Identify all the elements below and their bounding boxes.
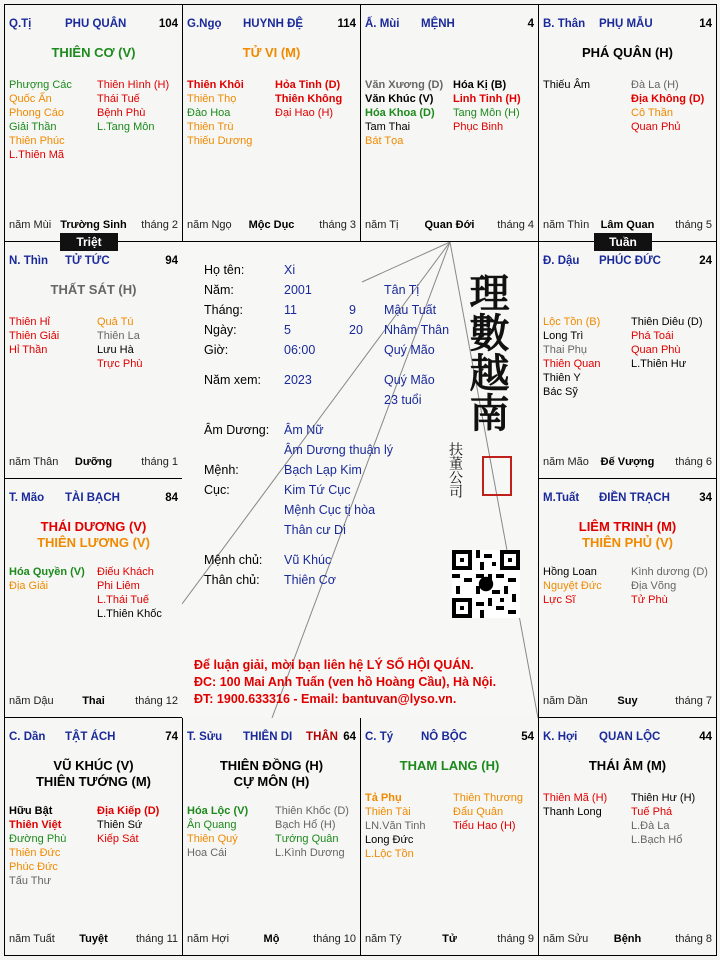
minor-stars-left [187, 78, 273, 148]
palace-header [9, 731, 178, 745]
palace-tu-tuc [4, 241, 183, 479]
minor-star[interactable]: Hóa Lộc (V) [187, 805, 249, 817]
minor-star[interactable]: Thiên Việt [9, 819, 62, 831]
palace-name[interactable]: HUYNH ĐỆ [243, 18, 304, 30]
menh-label: Mệnh: [204, 463, 239, 477]
qr-code[interactable] [452, 550, 520, 618]
minor-stars-left [9, 565, 95, 593]
palace-footer [187, 219, 356, 233]
minor-star[interactable]: Thiếu Dương [187, 135, 253, 147]
minor-star[interactable]: Hóa Khoa (D) [365, 107, 435, 119]
minor-stars-right [631, 78, 717, 134]
cuc-label: Cục: [204, 483, 230, 497]
center-info-panel [182, 242, 538, 718]
palace-name[interactable]: TẬT ÁCH [65, 731, 116, 743]
main-star[interactable]: THIÊN CƠ (V) [51, 45, 136, 60]
minor-stars-right [631, 791, 717, 847]
minor-stars-right [453, 791, 539, 833]
minor-stars-left [9, 78, 95, 162]
palace-age-number: 14 [699, 18, 712, 30]
minor-star[interactable]: L.Kình Dương [275, 847, 345, 859]
menh-chu-label: Mệnh chủ: [204, 553, 263, 567]
footer-stage: Mộc Dục [248, 219, 295, 231]
minor-star[interactable]: L.Thiên Hư [631, 358, 687, 370]
minor-star[interactable]: Thiên Đức [9, 847, 61, 859]
palace-quan-loc [538, 717, 717, 956]
minor-star[interactable]: Nguyệt Đức [543, 580, 602, 592]
minor-star[interactable]: Giải Thần [9, 121, 57, 133]
minor-star[interactable]: Thiên Giải [9, 330, 60, 342]
palace-header [187, 731, 356, 745]
minor-star[interactable]: Lưu Hà [97, 344, 134, 356]
than-marker: THÂN [306, 731, 338, 743]
palace-phuc-duc [538, 241, 717, 479]
minor-star[interactable]: L.Bạch Hổ [631, 834, 683, 846]
palace-footer [9, 219, 178, 233]
footer-year: năm Sửu [543, 933, 589, 945]
minor-star[interactable]: Bát Tọa [365, 135, 404, 147]
main-star[interactable]: THIÊN LƯƠNG (V) [37, 535, 150, 550]
hour-value: 06:00 [284, 343, 316, 357]
main-star[interactable]: THẤT SÁT (H) [50, 282, 137, 297]
minor-star[interactable]: Quốc Ấn [9, 93, 52, 105]
minor-star[interactable]: Thanh Long [543, 806, 602, 818]
main-star[interactable]: LIÊM TRINH (M) [578, 519, 677, 534]
day-lunar: 20 [349, 323, 363, 337]
minor-star[interactable]: Phi Liêm [97, 580, 140, 592]
palace-branch: T. Mão [9, 492, 45, 504]
year-label: Năm: [204, 283, 234, 297]
minor-stars-right [97, 565, 183, 621]
minor-star[interactable]: Long Đức [365, 834, 414, 846]
minor-star[interactable]: Tam Thai [365, 121, 411, 133]
day-can-chi: Nhâm Thân [384, 323, 450, 337]
palace-name[interactable]: PHỤ MẪU [599, 18, 653, 30]
palace-age-number: 4 [527, 18, 534, 30]
footer-year: năm Mão [543, 456, 589, 468]
minor-star[interactable]: Thiên Quý [187, 833, 238, 845]
minor-star[interactable]: L.Thiên Khốc [97, 608, 162, 620]
minor-star[interactable]: Phượng Các [9, 79, 72, 91]
than-position: Thân cư Di [284, 523, 346, 537]
palace-branch: C. Dần [9, 731, 46, 743]
contact-line-1: Để luận giải, mời bạn liên hệ LÝ SỐ HỘI QUÁN. [194, 658, 474, 672]
footer-stage: Bệnh [613, 933, 642, 945]
main-stars [539, 519, 716, 551]
minor-stars-right [631, 315, 717, 371]
main-star[interactable]: THIÊN ĐỒNG (H) [219, 758, 324, 773]
palace-branch: B. Thân [543, 18, 586, 30]
palace-age-number: 104 [158, 18, 178, 30]
hour-label: Giờ: [204, 343, 229, 357]
palace-header [543, 492, 712, 506]
footer-stage: Mộ [263, 933, 280, 945]
palace-thien-di [182, 717, 361, 956]
minor-star[interactable]: Thiên Diêu (D) [631, 316, 703, 328]
minor-star[interactable]: Linh Tinh (H) [453, 93, 521, 105]
minor-stars-left [543, 315, 629, 399]
palace-header [543, 18, 712, 32]
palace-header [9, 255, 178, 269]
minor-stars-left [9, 804, 95, 888]
palace-header [543, 255, 712, 269]
minor-star[interactable]: Hóa Quyền (V) [9, 566, 85, 578]
cuc-value: Kim Tứ Cục [284, 483, 351, 497]
minor-star[interactable]: Thiên Thọ [187, 93, 237, 105]
minor-star[interactable]: Thiên Hư (H) [631, 792, 696, 804]
minor-star[interactable]: LN.Văn Tinh [365, 820, 426, 832]
minor-stars-left [9, 315, 95, 357]
footer-month: tháng 2 [141, 219, 178, 231]
minor-star[interactable]: Ân Quang [187, 819, 237, 831]
palace-branch: N. Thìn [9, 255, 48, 267]
minor-star[interactable]: Đẩu Quân [453, 806, 504, 818]
palace-phu-mau [538, 4, 717, 242]
palace-name[interactable]: PHÚC ĐỨC [599, 255, 661, 267]
palace-footer [187, 933, 356, 947]
main-stars [539, 758, 716, 774]
main-star[interactable]: VŨ KHÚC (V) [53, 758, 134, 773]
palace-name[interactable]: TỬ TỨC [65, 255, 110, 267]
minor-star[interactable]: Thiên Phúc [9, 135, 65, 147]
footer-month: tháng 6 [675, 456, 712, 468]
footer-year: năm Thìn [543, 219, 590, 231]
palace-age-number: 34 [699, 492, 712, 504]
palace-name[interactable]: THIÊN DI [243, 731, 293, 743]
minor-star[interactable]: Tả Phụ [365, 792, 402, 804]
palace-branch: T. Sửu [187, 731, 223, 743]
minor-star[interactable]: Thiên Trù [187, 121, 234, 133]
footer-month: tháng 1 [141, 456, 178, 468]
minor-star[interactable]: Thiếu Âm [543, 79, 591, 91]
palace-branch: C. Tý [365, 731, 394, 743]
minor-stars-left [543, 565, 629, 607]
minor-star[interactable]: Quả Tú [97, 316, 134, 328]
palace-footer [543, 219, 712, 233]
palace-branch: K. Hợi [543, 731, 578, 743]
palace-age-number: 114 [337, 18, 356, 30]
footer-year: năm Hợi [187, 933, 230, 945]
main-stars [5, 519, 182, 551]
palace-branch: M.Tuất [543, 492, 580, 504]
tuan-marker: Tuần [594, 233, 652, 251]
minor-star[interactable]: Thái Tuế [97, 93, 140, 105]
main-stars [361, 758, 538, 774]
minor-star[interactable]: Thiên Khốc (D) [275, 805, 349, 817]
minor-star[interactable]: Kình dương (D) [631, 566, 708, 578]
main-stars [183, 758, 360, 790]
minor-star[interactable]: Thiên Quan [543, 358, 601, 370]
palace-footer [543, 695, 712, 709]
hour-can-chi: Quý Mão [384, 343, 435, 357]
minor-star[interactable]: Thiên Hỉ [9, 316, 50, 328]
palace-branch: Ấ. Mùi [365, 18, 400, 30]
minor-star[interactable]: Hỉ Thần [9, 344, 48, 356]
minor-stars-right [631, 565, 717, 607]
main-star[interactable]: THIÊN TƯỚNG (M) [35, 774, 152, 789]
triet-marker: Triệt [60, 233, 118, 251]
minor-star[interactable]: Long Trì [543, 330, 584, 342]
main-stars [183, 45, 360, 61]
minor-star[interactable]: Bệnh Phù [97, 107, 146, 119]
minor-star[interactable]: Hồng Loan [543, 566, 597, 578]
footer-stage: Lâm Quan [600, 219, 655, 231]
minor-star[interactable]: Hữu Bật [9, 805, 53, 817]
minor-star[interactable]: Thiên La [97, 330, 140, 342]
minor-star[interactable]: Thiên Khôi [187, 79, 244, 91]
palace-name[interactable]: PHU QUÂN [65, 18, 127, 30]
footer-month: tháng 12 [135, 695, 178, 707]
palace-dien-trach [538, 478, 717, 718]
footer-year: năm Mùi [9, 219, 52, 231]
minor-star[interactable]: L.Đà La [631, 820, 670, 832]
minor-star[interactable]: Đà La (H) [631, 79, 679, 91]
minor-star[interactable]: Cô Thần [631, 107, 673, 119]
palace-tai-bach [4, 478, 183, 718]
minor-star[interactable]: Phục Binh [453, 121, 504, 133]
minor-star[interactable]: Địa Giải [9, 580, 49, 592]
footer-month: tháng 5 [675, 219, 712, 231]
minor-star[interactable]: Thiên Thương [453, 792, 524, 804]
day-label: Ngày: [204, 323, 237, 337]
minor-stars-left [543, 791, 629, 819]
menh-value: Bạch Lạp Kim [284, 463, 362, 477]
footer-stage: Dưỡng [74, 456, 113, 468]
palace-footer [365, 933, 534, 947]
main-stars [5, 282, 182, 298]
minor-stars-right [453, 78, 539, 134]
minor-star[interactable]: Quan Phù [631, 344, 681, 356]
palace-footer [365, 219, 534, 233]
minor-star[interactable]: Thai Phụ [543, 344, 588, 356]
minor-stars-left [365, 78, 451, 148]
minor-stars-right [97, 315, 183, 371]
palace-header [543, 731, 712, 745]
minor-star[interactable]: Phúc Đức [9, 861, 58, 873]
palace-tat-ach [4, 717, 183, 956]
minor-star[interactable]: Lực Sĩ [543, 594, 576, 606]
palace-footer [9, 456, 178, 470]
palace-footer [543, 933, 712, 947]
minor-star[interactable]: Kiếp Sát [97, 833, 139, 845]
cuc-relation: Mệnh Cục tị hòa [284, 503, 376, 517]
minor-star[interactable]: Địa Không (D) [631, 93, 705, 105]
red-seal-stamp [482, 456, 512, 496]
footer-stage: Thai [82, 695, 105, 707]
minor-stars-left [187, 804, 273, 860]
minor-star[interactable]: L.Thiên Mã [9, 149, 65, 161]
minor-star[interactable]: Tử Phù [631, 594, 668, 606]
month-value: 11 [284, 303, 297, 317]
minor-star[interactable]: Lộc Tồn (B) [543, 316, 601, 328]
palace-phu-quan [4, 4, 183, 242]
minor-star[interactable]: L.Thái Tuế [97, 594, 149, 606]
minor-star[interactable]: Thiên Sứ [97, 819, 143, 831]
calligraphy-logo: 理數越南 [463, 272, 510, 432]
minor-stars-right [275, 78, 361, 120]
footer-month: tháng 11 [135, 933, 178, 945]
main-star[interactable]: THAM LANG (H) [399, 758, 500, 773]
footer-year: năm Ngọ [187, 219, 232, 231]
minor-star[interactable]: Thiên Hình (H) [97, 79, 170, 91]
minor-star[interactable]: Tiểu Hao (H) [453, 820, 516, 832]
am-duong-label: Âm Dương: [204, 423, 270, 437]
minor-star[interactable]: Hoa Cái [187, 847, 227, 859]
footer-year: năm Dậu [9, 695, 54, 707]
minor-star[interactable]: Phong Cáo [9, 107, 65, 119]
footer-month: tháng 3 [319, 219, 356, 231]
main-star[interactable]: CỰ MÔN (H) [233, 774, 310, 789]
footer-stage: Trường Sinh [60, 219, 127, 231]
minor-star[interactable]: Tấu Thư [9, 875, 52, 887]
minor-star[interactable]: Phá Toái [631, 330, 674, 342]
qr-code-pattern [452, 550, 520, 618]
contact-phone-email[interactable]: ĐT: 1900.633316 - Email: bantuvan@lyso.vn. [194, 692, 457, 706]
palace-header [9, 492, 178, 506]
palace-header [365, 18, 534, 32]
palace-branch: G.Ngọ [187, 18, 222, 30]
palace-footer [9, 933, 178, 947]
minor-star[interactable]: Tang Môn (H) [453, 107, 520, 119]
month-can-chi: Mậu Tuất [384, 303, 437, 317]
palace-name[interactable]: NÔ BỘC [421, 731, 467, 743]
month-label: Tháng: [204, 303, 243, 317]
palace-footer [543, 456, 712, 470]
palace-huynh-de [182, 4, 361, 242]
palace-age-number: 54 [521, 731, 534, 743]
footer-month: tháng 10 [313, 933, 356, 945]
palace-header [365, 731, 534, 745]
footer-year: năm Tuất [9, 933, 55, 945]
year-value: 2001 [284, 283, 312, 297]
am-duong-relation: Âm Dương thuận lý [284, 443, 393, 457]
main-star[interactable]: PHÁ QUÂN (H) [582, 45, 673, 60]
name-label: Họ tên: [204, 263, 245, 277]
minor-star[interactable]: Tướng Quân [275, 833, 339, 845]
palace-name[interactable]: TÀI BẠCH [65, 492, 120, 504]
footer-stage: Tuyệt [79, 933, 108, 945]
minor-stars-left [365, 791, 451, 861]
minor-star[interactable]: Thiên Y [543, 372, 581, 384]
palace-age-number: 64 [343, 731, 356, 743]
palace-name[interactable]: MỆNH [421, 18, 455, 30]
minor-star[interactable]: Trực Phù [97, 358, 143, 370]
minor-star[interactable]: Thiên Không [275, 93, 343, 105]
palace-name[interactable]: QUAN LỘC [599, 731, 661, 743]
minor-star[interactable]: Địa Võng [631, 580, 677, 592]
minor-stars-right [97, 78, 183, 134]
month-lunar: 9 [349, 303, 356, 317]
palace-name[interactable]: ĐIỀN TRẠCH [599, 492, 670, 504]
footer-stage: Tử [442, 933, 457, 945]
minor-star[interactable]: Văn Khúc (V) [365, 93, 434, 105]
minor-star[interactable]: L.Lộc Tồn [365, 848, 414, 860]
footer-month: tháng 7 [675, 695, 712, 707]
view-year-value: 2023 [284, 373, 312, 387]
minor-star[interactable]: Đường Phù [9, 833, 67, 845]
contact-address: ĐC: 100 Mai Anh Tuấn (ven hồ Hoàng Cầu), Hà Nội. [194, 675, 497, 689]
minor-stars-right [275, 804, 361, 860]
footer-stage: Quan Đới [424, 219, 475, 231]
footer-year: năm Dần [543, 695, 588, 707]
than-chu-value: Thiên Cơ [284, 573, 336, 587]
palace-branch: Q.Tị [9, 18, 32, 30]
minor-stars-right [97, 804, 183, 846]
minor-star[interactable]: Đại Hao (H) [275, 107, 334, 119]
minor-star[interactable]: Hóa Kị (B) [453, 79, 507, 91]
palace-age-number: 44 [699, 731, 712, 743]
than-chu-label: Thân chủ: [204, 573, 260, 587]
year-can-chi: Tân Tị [384, 283, 420, 297]
palace-menh [360, 4, 539, 242]
main-star[interactable]: THÁI ÂM (M) [588, 758, 667, 773]
minor-star[interactable]: Văn Xương (D) [365, 79, 444, 91]
minor-star[interactable]: Đào Hoa [187, 107, 231, 119]
minor-star[interactable]: Bạch Hổ (H) [275, 819, 336, 831]
minor-star[interactable]: Tuế Phá [631, 806, 673, 818]
age-value: 23 tuổi [384, 393, 422, 407]
minor-star[interactable]: L.Tang Môn [97, 121, 155, 133]
view-year-can-chi: Quý Mão [384, 373, 435, 387]
palace-header [187, 18, 356, 32]
minor-star[interactable]: Thiên Tài [365, 806, 411, 818]
main-stars [5, 45, 182, 61]
main-star[interactable]: TỬ VI (M) [242, 45, 301, 60]
minor-star[interactable]: Hỏa Tinh (D) [275, 79, 341, 91]
minor-star[interactable]: Điếu Khách [97, 566, 154, 578]
minor-star[interactable]: Địa Kiếp (D) [97, 805, 160, 817]
main-star[interactable]: THIÊN PHỦ (V) [582, 535, 673, 550]
calligraphy-subtitle: 扶董公司 [447, 442, 463, 498]
palace-footer [9, 695, 178, 709]
footer-year: năm Tý [365, 933, 402, 945]
footer-month: tháng 9 [497, 933, 534, 945]
footer-stage: Suy [617, 695, 638, 707]
name-value: Xi [284, 263, 296, 277]
minor-star[interactable]: Thiên Mã (H) [543, 792, 608, 804]
view-year-label: Năm xem: [204, 373, 261, 387]
footer-month: tháng 8 [675, 933, 712, 945]
minor-star[interactable]: Quan Phủ [631, 121, 681, 133]
footer-stage: Đế Vượng [600, 456, 655, 468]
palace-age-number: 94 [165, 255, 178, 267]
palace-no-boc [360, 717, 539, 956]
footer-year: năm Tị [365, 219, 399, 231]
day-value: 5 [284, 323, 291, 337]
main-stars [539, 45, 716, 61]
palace-age-number: 24 [699, 255, 712, 267]
palace-age-number: 74 [165, 731, 178, 743]
menh-chu-value: Vũ Khúc [284, 553, 332, 567]
palace-header [9, 18, 178, 32]
minor-star[interactable]: Bác Sỹ [543, 386, 578, 398]
footer-year: năm Thân [9, 456, 59, 468]
main-star[interactable]: THÁI DƯƠNG (V) [40, 519, 147, 534]
palace-age-number: 84 [165, 492, 178, 504]
minor-stars-left [543, 78, 629, 92]
palace-branch: Đ. Dậu [543, 255, 580, 267]
main-stars [5, 758, 182, 790]
footer-month: tháng 4 [497, 219, 534, 231]
am-duong-value: Âm Nữ [284, 423, 324, 437]
